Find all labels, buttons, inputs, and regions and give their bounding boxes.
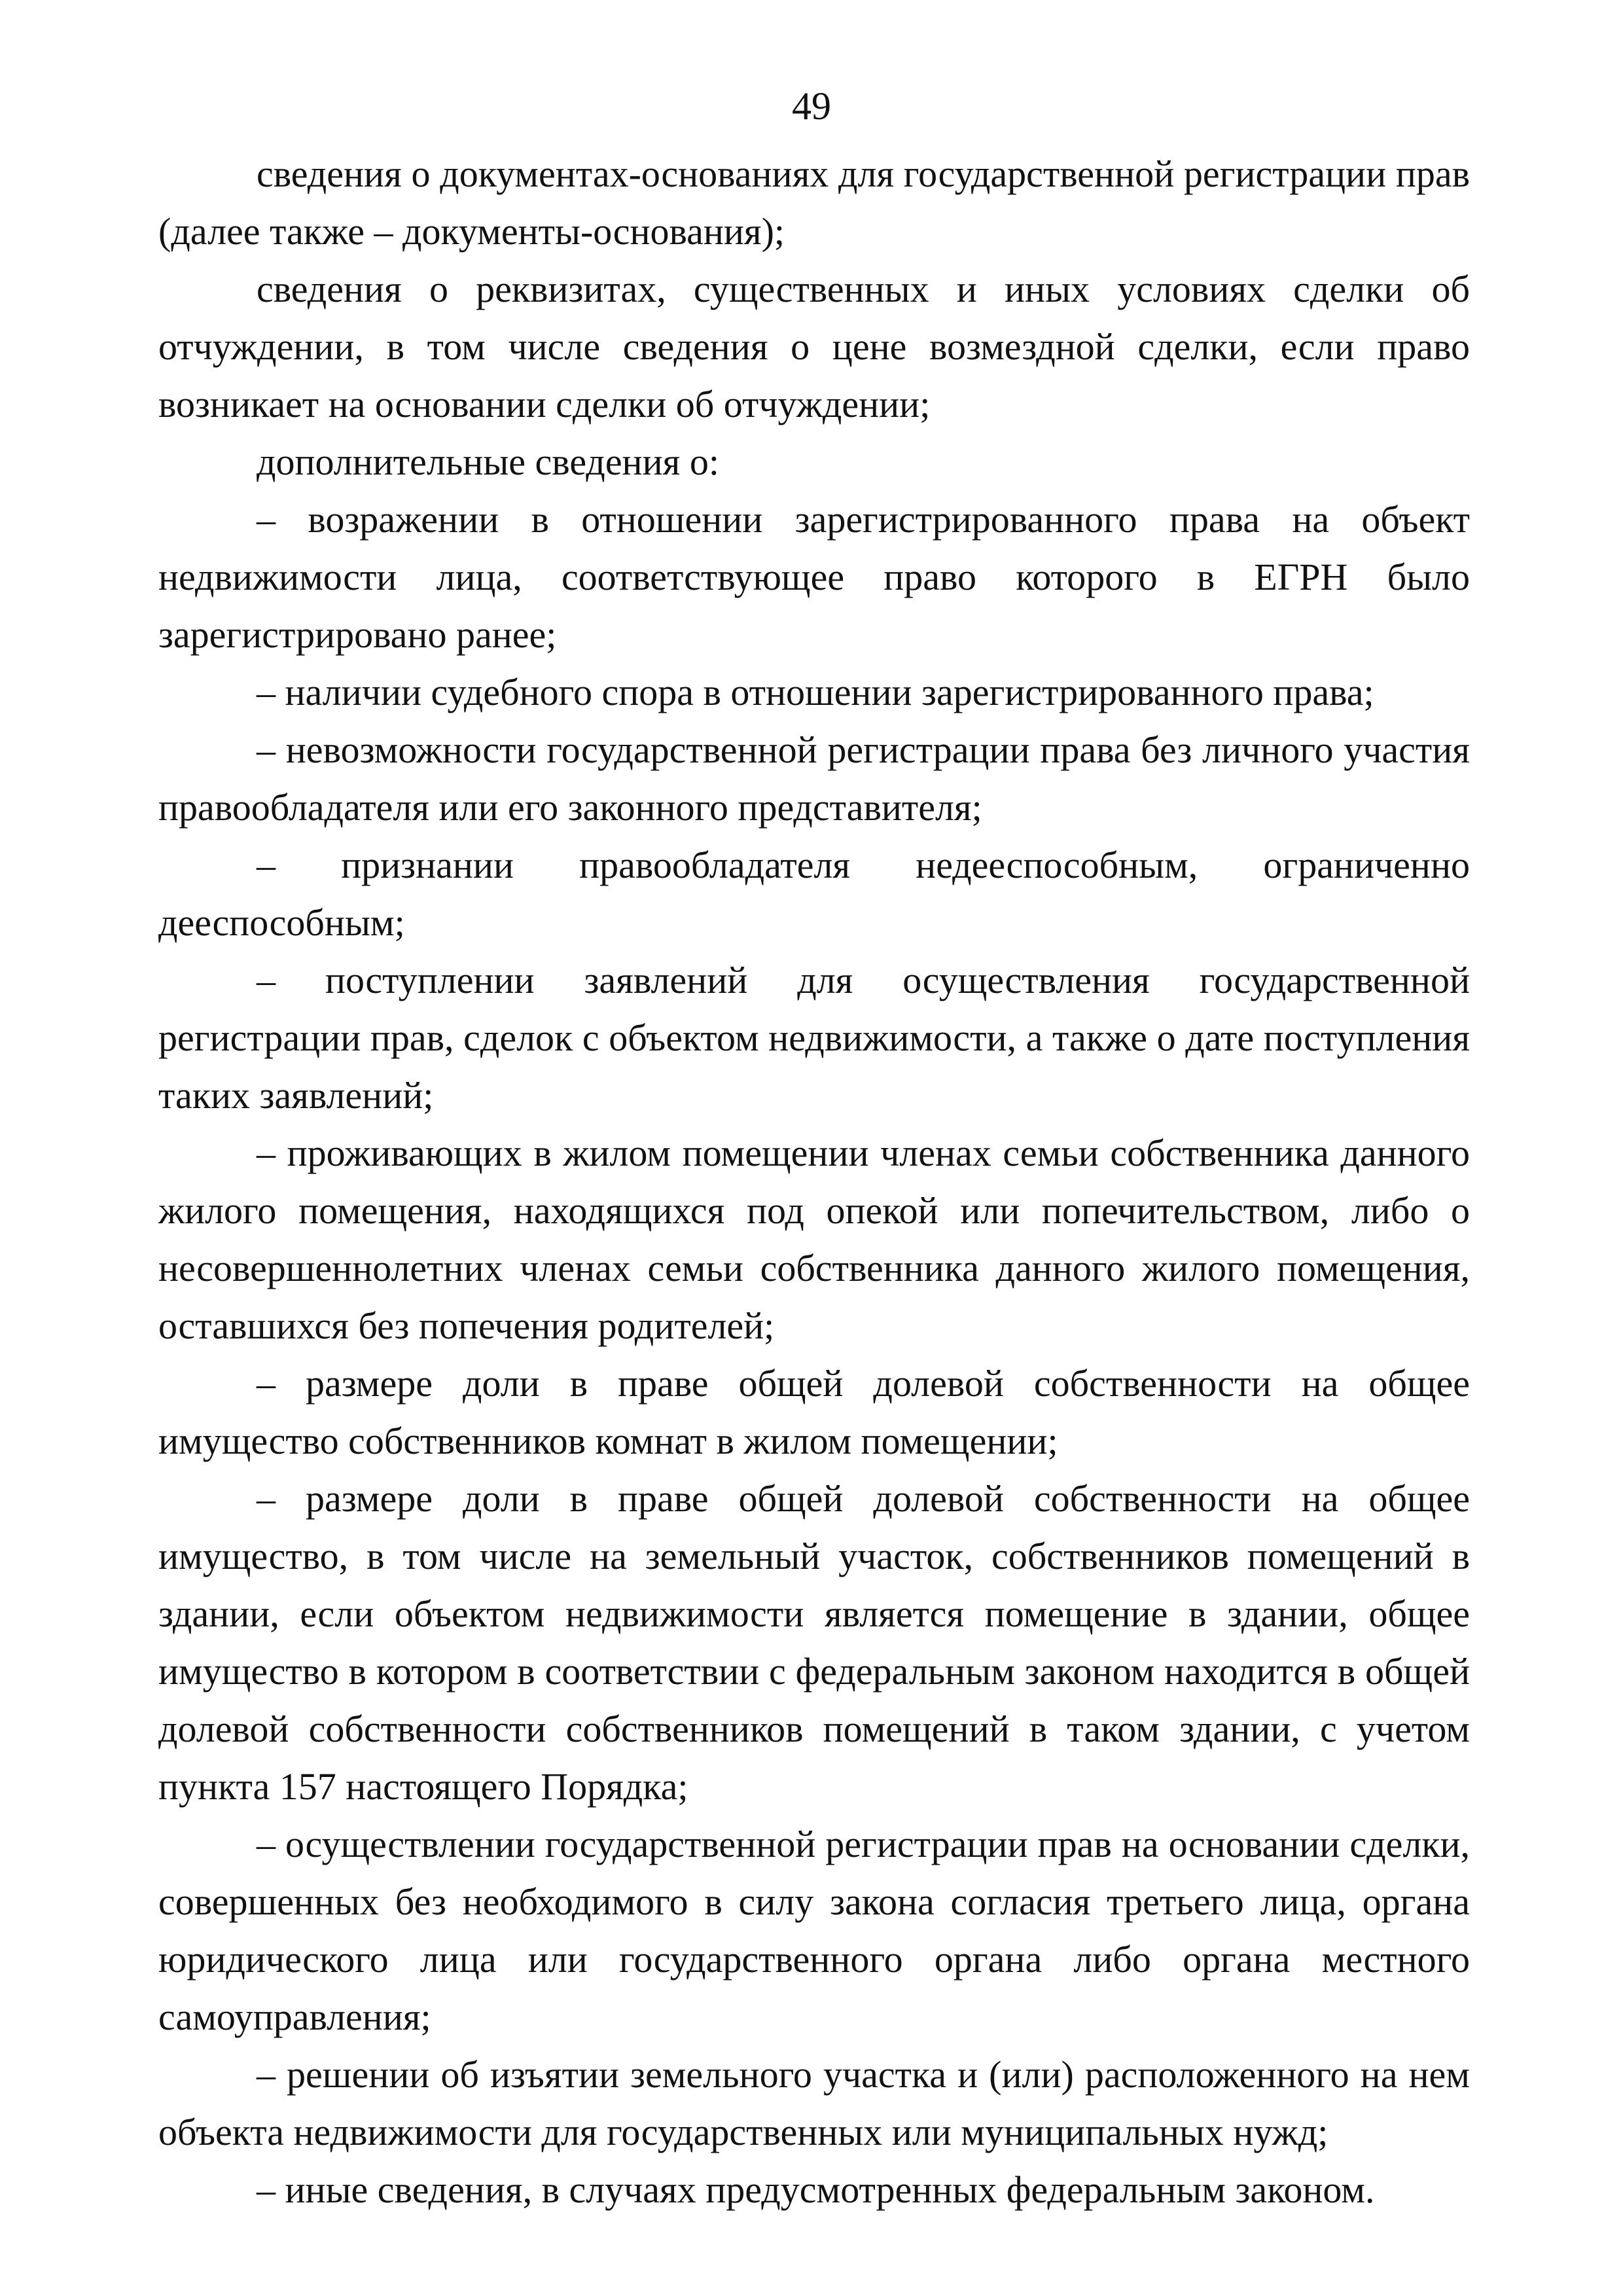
list-item-share-building: – размере доли в праве общей долевой собственности на общее имущество, в том числе на земельный участок, собственников помещений в здании, если объектом недвижимости является помещение в здании, общее имущество в котором в соответствии с федеральным законом находится в общей долевой собственности собственников помещений в таком здании, с учетом пункта 157 настоящего Порядка; xyxy=(158,1477,1470,1808)
list-item-share-rooms: – размере доли в праве общей долевой собственности на общее имущество собственников комнат в жилом помещении; xyxy=(158,1362,1470,1462)
paragraph-additional-info: дополнительные сведения о: xyxy=(257,440,719,483)
list-item-objection: – возражении в отношении зарегистрированного права на объект недвижимости лица, соответствующее право которого в ЕГРН было зарегистрировано ранее; xyxy=(158,498,1470,656)
page-number: 49 xyxy=(792,84,831,128)
list-item-family-members: – проживающих в жилом помещении членах семьи собственника данного жилого помещения, находящихся под опекой или попечительством, либо о несовершеннолетних членах семьи собственника данного жилого помещения, оставшихся без попечения родителей; xyxy=(158,1132,1470,1347)
list-item-other-info: – иные сведения, в случаях предусмотренных федеральным законом. xyxy=(257,2168,1375,2211)
list-item-personal-participation: – невозможности государственной регистрации права без личного участия правообладателя или его законного представителя; xyxy=(158,728,1470,829)
paragraph-deal-details: сведения о реквизитах, существенных и иных условиях сделки об отчуждении, в том числе сведения о цене возмездной сделки, если право возникает на основании сделки об отчуждении; xyxy=(158,268,1470,425)
document-body xyxy=(158,145,1470,2219)
list-item-land-seizure: – решении об изъятии земельного участка и (или) расположенного на нем объекта недвижимости для государственных или муниципальных нужд; xyxy=(158,2053,1470,2153)
list-item-court-dispute: – наличии судебного спора в отношении зарегистрированного права; xyxy=(257,671,1374,713)
list-item-consent-absent: – осуществлении государственной регистрации прав на основании сделки, совершенных без необходимого в силу закона согласия третьего лица, органа юридического лица или государственного органа либо органа местного самоуправления; xyxy=(158,1823,1470,2038)
paragraph-documents-basis: сведения о документах-основаниях для государственной регистрации прав (далее также – документы-основания); xyxy=(158,152,1470,253)
list-item-incapacity: – признании правообладателя недееспособным, ограниченно дееспособным; xyxy=(158,844,1470,944)
list-item-applications-received: – поступлении заявлений для осуществления государственной регистрации прав, сделок с объектом недвижимости, а также о дате поступления таких заявлений; xyxy=(158,959,1470,1117)
